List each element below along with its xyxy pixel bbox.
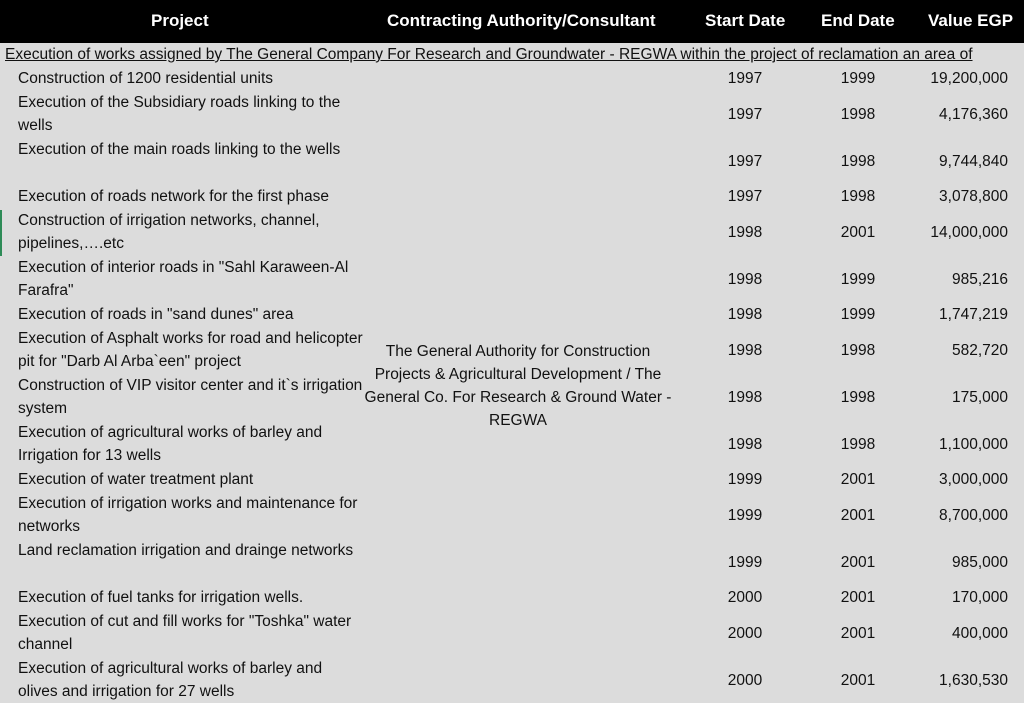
start-date-cell: 1997: [727, 188, 763, 205]
table-row: [0, 657, 1024, 703]
end-date-cell: 2001: [840, 554, 876, 571]
header-authority: Contracting Authority/Consultant: [387, 11, 656, 30]
project-cell: Execution of roads in "sand dunes" area: [18, 306, 294, 323]
start-date-cell: 2000: [727, 672, 763, 689]
table-row: [0, 303, 1024, 326]
value-cell: 14,000,000: [930, 224, 1008, 241]
start-date-cell: 1999: [727, 507, 763, 524]
project-cell: Execution of water treatment plant: [18, 471, 254, 488]
project-cell: Execution of agricultural works of barley and Irrigation for 13 wells: [18, 424, 323, 464]
project-cell: Construction of irrigation networks, channel, pipelines,….etc: [18, 212, 320, 252]
end-date-cell: 2001: [840, 471, 876, 488]
end-date-cell: 1998: [840, 342, 876, 359]
project-cell: Execution of fuel tanks for irrigation wells.: [18, 589, 304, 606]
start-date-cell: 1998: [727, 306, 763, 323]
table-row: [0, 209, 1024, 255]
header-end-date: End Date: [821, 11, 895, 30]
end-date-cell: 1999: [840, 70, 876, 87]
value-cell: 3,078,800: [939, 188, 1008, 205]
value-cell: 582,720: [951, 342, 1008, 359]
project-cell: Execution of agricultural works of barley and olives and irrigation for 27 wells: [18, 660, 323, 700]
project-cell: Execution of interior roads in "Sahl Karaween-Al Farafra": [18, 259, 349, 299]
project-cell: Construction of 1200 residential units: [18, 70, 274, 87]
value-cell: 1,630,530: [939, 672, 1008, 689]
project-cell: Execution of the Subsidiary roads linking to the wells: [18, 94, 341, 134]
header-project: Project: [151, 11, 209, 30]
header-value: Value EGP: [928, 11, 1014, 30]
project-cell: Execution of Asphalt works for road and helicopter pit for "Darb Al Arba`een" project: [18, 330, 363, 370]
section-title: Execution of works assigned by The General Company For Research and Groundwater - REGWA within the project of reclamation an area of: [5, 46, 973, 63]
table-header: [0, 0, 1024, 43]
value-cell: 9,744,840: [939, 153, 1008, 170]
table-row: [0, 67, 1024, 90]
table-row: [0, 539, 1024, 585]
start-date-cell: 1999: [727, 554, 763, 571]
table-row: [0, 421, 1024, 467]
table-row: [0, 492, 1024, 538]
end-date-cell: 2001: [840, 507, 876, 524]
table-row: [0, 185, 1024, 208]
end-date-cell: 1999: [840, 271, 876, 288]
end-date-cell: 1998: [840, 153, 876, 170]
table-row: [0, 374, 1024, 420]
end-date-cell: 2001: [840, 625, 876, 642]
end-date-cell: 1998: [840, 436, 876, 453]
value-cell: 3,000,000: [939, 471, 1008, 488]
project-cell: Execution of the main roads linking to the wells: [18, 141, 341, 158]
value-cell: 19,200,000: [930, 70, 1008, 87]
value-cell: 8,700,000: [939, 507, 1008, 524]
end-date-cell: 2001: [840, 672, 876, 689]
table-row: [0, 610, 1024, 656]
end-date-cell: 2001: [840, 224, 876, 241]
project-cell: Construction of VIP visitor center and it`s irrigation system: [18, 377, 363, 417]
end-date-cell: 1998: [840, 188, 876, 205]
start-date-cell: 1997: [727, 153, 763, 170]
start-date-cell: 1998: [727, 389, 763, 406]
value-cell: 985,000: [951, 554, 1008, 571]
start-date-cell: 1999: [727, 471, 763, 488]
end-date-cell: 2001: [840, 589, 876, 606]
end-date-cell: 1998: [840, 389, 876, 406]
value-cell: 4,176,360: [939, 106, 1008, 123]
contracting-authority: The General Authority for Construction Projects & Agricultural Development / The General Co. For Research & Ground Water - REGWA: [364, 343, 672, 429]
value-cell: 985,216: [951, 271, 1008, 288]
project-cell: Execution of irrigation works and maintenance for networks: [18, 495, 358, 535]
end-date-cell: 1999: [840, 306, 876, 323]
start-date-cell: 1998: [727, 271, 763, 288]
table-row: [0, 468, 1024, 491]
value-cell: 1,100,000: [939, 436, 1008, 453]
project-cell: Execution of roads network for the first phase: [18, 188, 330, 205]
table-row: [0, 138, 1024, 184]
project-cell: Land reclamation irrigation and drainge networks: [18, 542, 354, 559]
start-date-cell: 1998: [727, 342, 763, 359]
start-date-cell: 1997: [727, 70, 763, 87]
start-date-cell: 1997: [727, 106, 763, 123]
start-date-cell: 2000: [727, 589, 763, 606]
end-date-cell: 1998: [840, 106, 876, 123]
start-date-cell: 2000: [727, 625, 763, 642]
value-cell: 1,747,219: [939, 306, 1008, 323]
start-date-cell: 1998: [727, 224, 763, 241]
header-start-date: Start Date: [705, 11, 786, 30]
table-row: [0, 586, 1024, 609]
table-row: [0, 327, 1024, 373]
value-cell: 170,000: [951, 589, 1008, 606]
start-date-cell: 1998: [727, 436, 763, 453]
table-row: [0, 256, 1024, 302]
value-cell: 400,000: [951, 625, 1008, 642]
value-cell: 175,000: [951, 389, 1008, 406]
project-cell: Execution of cut and fill works for "Toshka" water channel: [18, 613, 352, 653]
table-row: [0, 91, 1024, 137]
